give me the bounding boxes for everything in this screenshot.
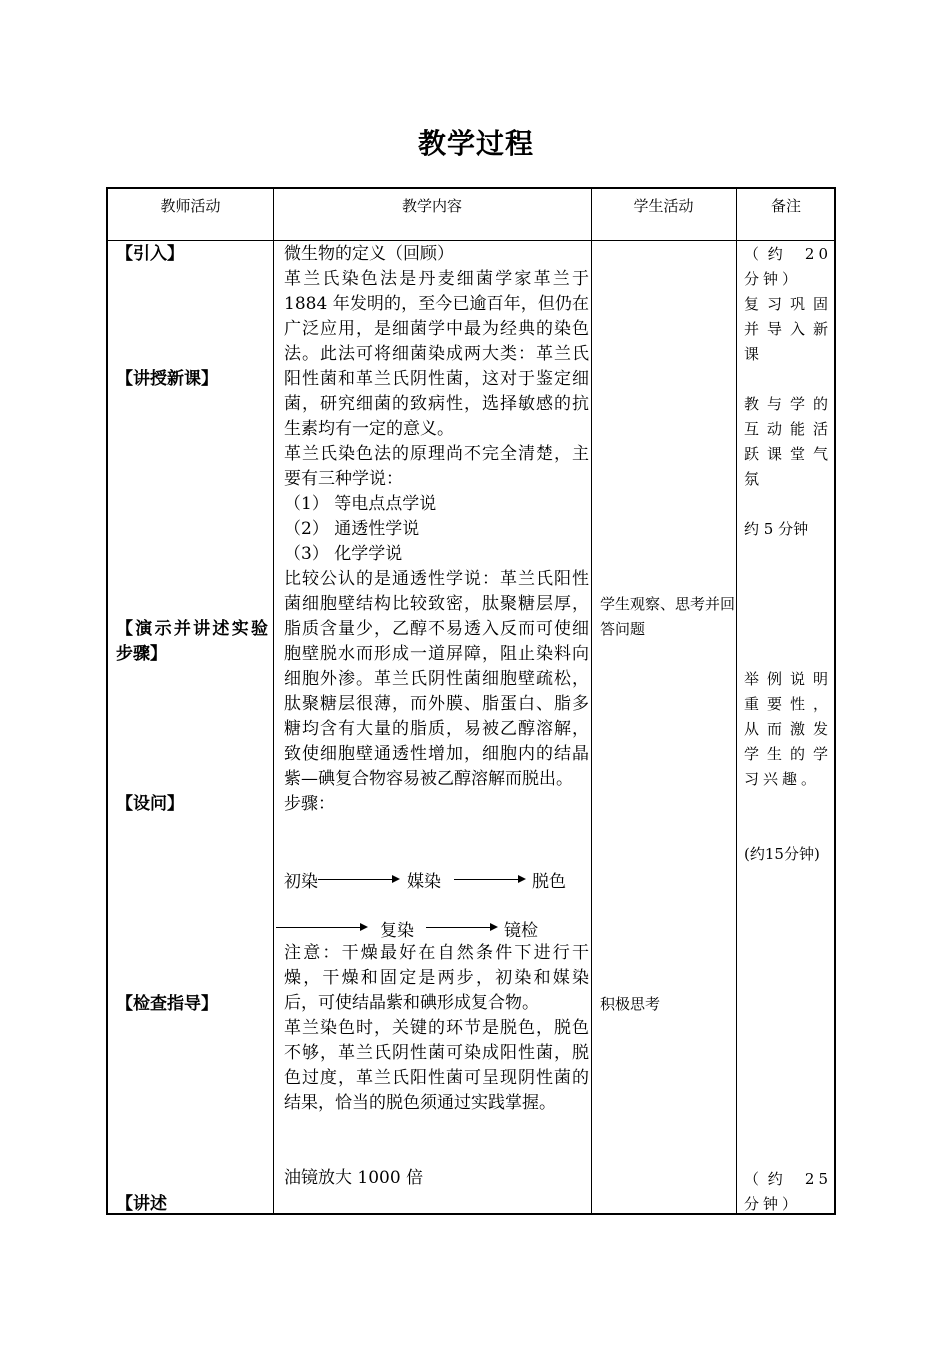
note-text: 教与学的互动能活跃课堂气氛 bbox=[744, 395, 832, 488]
label-demo: 【演示并讲述实验步骤】 bbox=[116, 619, 268, 664]
step-label: 初染 bbox=[284, 872, 318, 892]
arrow-icon bbox=[318, 879, 398, 880]
theory-item: （1） 等电点点学说 bbox=[284, 494, 437, 514]
step-label: 复染 bbox=[380, 921, 414, 941]
label-lecture: 【讲述 bbox=[116, 1194, 167, 1214]
column-divider bbox=[736, 189, 737, 1213]
content-paragraph: 革兰氏染色法是丹麦细菌学家革兰于 1884 年发明的，至今已逾百年，但仍在广泛应用，是细菌学中最为经典的染色法。此法可将细菌染成两大类：革兰氏阳性菌和革兰氏阴性菌，这对于鉴定细菌，研究细菌的致病性，选择敏感的抗生素均有一定的意义。 bbox=[284, 269, 589, 439]
page-title: 教学过程 bbox=[417, 127, 534, 160]
header-student: 学生活动 bbox=[633, 197, 694, 215]
content-oil-lens: 油镜放大 1000 倍 bbox=[284, 1168, 424, 1188]
step-label: 脱色 bbox=[532, 872, 566, 892]
content-block-1 bbox=[284, 242, 589, 817]
step-label: 镜检 bbox=[504, 921, 538, 941]
label-check: 【检查指导】 bbox=[116, 994, 218, 1014]
header-teacher: 教师活动 bbox=[160, 197, 221, 215]
content-paragraph: 注意：干燥最好在自然条件下进行干燥，干燥和固定是两步，初染和媒染后，可使结晶紫和碘形成复合物。 bbox=[284, 943, 589, 1013]
label-question: 【设问】 bbox=[116, 794, 184, 814]
header-divider bbox=[108, 240, 834, 241]
arrow-icon bbox=[276, 927, 366, 928]
steps-label: 步骤： bbox=[284, 794, 335, 814]
content-paragraph: 比较公认的是通透性学说：革兰氏阳性菌细胞壁结构比较致密，肽聚糖层厚，脂质含量少，乙醇不易透入反而可使细胞壁脱水而形成一道屏障，阻止染料向细胞外渗。革兰氏阴性菌细胞壁疏松，肽聚糖层很薄，而外膜、脂蛋白、脂多糖均含有大量的脂质，易被乙醇溶解，致使细胞壁通透性增加，细胞内的结晶紫—碘复合物容易被乙醇溶解而脱出。 bbox=[284, 569, 589, 789]
header-content: 教学内容 bbox=[401, 197, 462, 215]
student-activity: 学生观察、思考并回答问题 bbox=[600, 595, 736, 638]
arrow-icon bbox=[426, 927, 496, 928]
note-text: 举例说明重要性，从而激发学生的学习兴趣。 bbox=[744, 670, 832, 788]
note-time: 约 5 分钟 bbox=[744, 520, 809, 538]
content-block-2 bbox=[284, 941, 589, 1116]
note-time: (约15分钟) bbox=[744, 845, 820, 863]
content-line: 微生物的定义（回顾） bbox=[284, 244, 454, 264]
header-notes: 备注 bbox=[770, 197, 801, 215]
note-time: （约 20 分钟） bbox=[744, 245, 832, 288]
student-activity: 积极思考 bbox=[600, 995, 661, 1013]
theory-item: （2） 通透性学说 bbox=[284, 519, 420, 539]
column-divider bbox=[591, 189, 592, 1213]
note-text: 复习巩固并导入新课 bbox=[744, 295, 832, 363]
label-new-lesson: 【讲授新课】 bbox=[116, 369, 218, 389]
lesson-table bbox=[106, 187, 836, 1215]
content-paragraph: 革兰染色时，关键的环节是脱色，脱色不够，革兰氏阴性菌可染成阳性菌，脱色过度，革兰氏阳性菌可呈现阴性菌的结果，恰当的脱色须通过实践掌握。 bbox=[284, 1018, 589, 1113]
label-intro: 【引入】 bbox=[116, 244, 184, 264]
note-time: （约 25 分钟） bbox=[744, 1170, 832, 1213]
arrow-icon bbox=[454, 879, 524, 880]
content-paragraph: 革兰氏染色法的原理尚不完全清楚，主要有三种学说： bbox=[284, 444, 589, 489]
step-label: 媒染 bbox=[407, 872, 441, 892]
column-divider bbox=[273, 189, 274, 1213]
theory-item: （3） 化学学说 bbox=[284, 544, 403, 564]
